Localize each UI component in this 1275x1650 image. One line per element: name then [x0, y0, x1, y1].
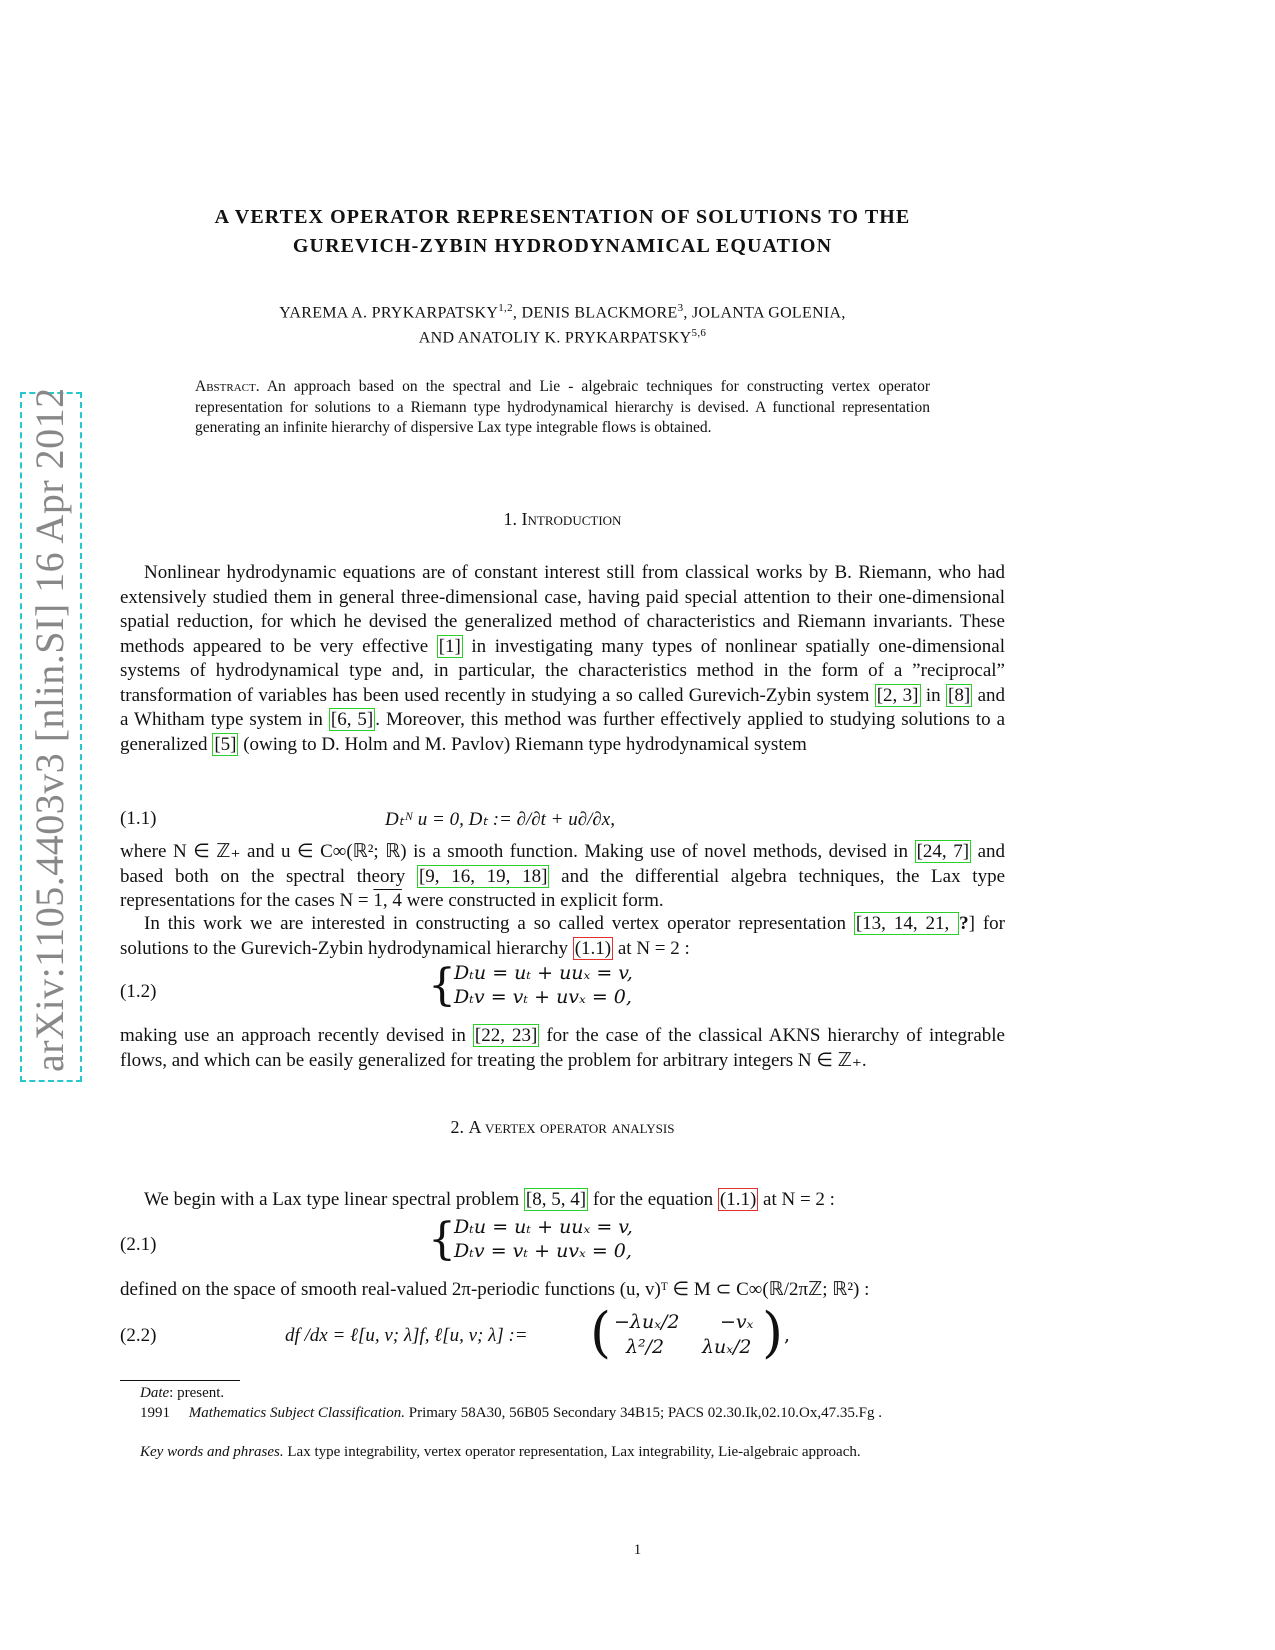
- equation-line: Dₜv = vₜ + uvₓ = 0,: [454, 1240, 632, 1262]
- footnote-keywords: Key words and phrases. Lax type integrability, vertex operator representation, Lax integrability, Lie-algebraic approach.: [140, 1444, 861, 1460]
- equation-line: Dₜu = uₜ + uuₓ = v,: [454, 1216, 633, 1238]
- equation-number: (1.1): [120, 808, 157, 829]
- title-line-2: GUREVICH-ZYBIN HYDRODYNAMICAL EQUATION: [292, 235, 833, 257]
- equation-link[interactable]: (1.1): [574, 937, 612, 959]
- arxiv-stamp: arXiv:1105.4403v3 [nlin.SI] 16 Apr 2012: [27, 387, 72, 1072]
- authors: [120, 298, 1005, 349]
- citation-link[interactable]: [8]: [948, 684, 971, 706]
- matrix-l: ( −λuₓ/2 −vₓ λ²/2 λuₓ/2 ) ,: [590, 1301, 791, 1364]
- abstract-label: Abstract.: [195, 378, 260, 395]
- equation-number: (1.2): [120, 981, 157, 1002]
- page-number: 1: [633, 1542, 642, 1558]
- citation-link[interactable]: [24, 7]: [916, 841, 970, 862]
- equation-line: Dₜu = uₜ + uuₓ = v,: [454, 962, 633, 984]
- intro-paragraph-4: making use an approach recently devised in [22, 23] for the case of the classical AKNS hierarchy of integrable flows, and which can be easily generalized for treating the problem for arbitrary integers N ∈ ℤ₊.: [120, 1025, 1005, 1071]
- citation-link[interactable]: [8, 5, 4]: [525, 1189, 587, 1210]
- authors-line-1: YAREMA A. PRYKARPATSKY$^{1,2}$, DENIS BLACKMORE$^3$, JOLANTA GOLENIA,: [279, 302, 846, 322]
- sec2-paragraph-2: defined on the space of smooth real-valued 2π-periodic functions (u, v)ᵀ ∈ M ⊂ C∞(ℝ/2πℤ; ℝ²) :: [120, 1279, 870, 1300]
- sec2-paragraph-1: We begin with a Lax type linear spectral problem [8, 5, 4] for the equation (1.1) at N = 2 :: [144, 1189, 835, 1210]
- section-1-heading: 1. Introduction: [503, 509, 622, 529]
- intro-paragraph-2: where N ∈ ℤ₊ and u ∈ C∞(ℝ²; ℝ) is a smooth function. Making use of novel methods, devised in [24, 7] and based both on the spectral theory [9, 16, 19, 18] and the differential algebra techniques, the Lax type representations for the cases N = 1, 4 were constructed in explicit form.: [120, 841, 1006, 911]
- citation-link[interactable]: [6, 5]: [330, 709, 374, 730]
- equation-number: (2.1): [120, 1234, 157, 1255]
- section-2-heading: 2. A vertex operator analysis: [450, 1117, 675, 1137]
- equation-number: (2.2): [120, 1325, 157, 1346]
- intro-paragraph-3: In this work we are interested in constructing a so called vertex operator representation [13, 14, 21, ?] for solutions to the Gurevich-Zybin hydrodynamical hierarchy (1.1) at N = 2 :: [120, 913, 1006, 959]
- abstract-text: An approach based on the spectral and Lie - algebraic techniques for constructing vertex operator representation for solutions to a Riemann type hydrodynamical hierarchy is devised. A functional representation generating an infinite hierarchy of dispersive Lax type integrable flows is obtained.: [195, 378, 930, 436]
- matrix-entry: λuₓ/2: [702, 1336, 752, 1358]
- citation-link[interactable]: [13, 14, 21,: [855, 913, 958, 934]
- paper-title: [120, 203, 1005, 261]
- equation-body: df /dx = ℓ[u, v; λ]f, ℓ[u, v; λ] :=: [285, 1325, 528, 1346]
- footnote-msc: 1991 Mathematics Subject Classification. Primary 58A30, 56B05 Secondary 34B15; PACS 02.30.Ik,02.10.Ox,47.35.Fg .: [140, 1405, 882, 1421]
- abstract: [195, 377, 930, 439]
- matrix-entry: −λuₓ/2: [614, 1311, 680, 1333]
- matrix-entry: λ²/2: [626, 1336, 665, 1358]
- equation-line: Dₜv = vₜ + uvₓ = 0,: [454, 986, 632, 1008]
- matrix-entry: −vₓ: [720, 1311, 754, 1333]
- intro-paragraph-1: Nonlinear hydrodynamic equations are of constant interest still from classical works by B. Riemann, who had extensively studied them in general three-dimensional case, having paid special attention to their one-dimensional spatial reduction, for which he devised the generalized method of characteristics and Riemann invariants. These methods appeared to be very effective [1] in investigating many types of nonlinear spatially one-dimensional systems of hydrodynamical type and, in particular, the characteristics method in the form of a ”reciprocal” transformation of variables has been used recently in studying a so called Gurevich-Zybin system [2, 3] in [8] and a Whitham type system in [6, 5] . Moreover, this method was further effectively applied to studying solutions to a generalized [5] (owing to D. Holm and M. Pavlov) Riemann type hydrodynamical system: [120, 562, 1006, 755]
- citation-link[interactable]: [2, 3]: [876, 684, 919, 706]
- citation-link[interactable]: [9, 16, 19, 18]: [418, 865, 548, 887]
- citation-link[interactable]: [5]: [214, 733, 237, 755]
- authors-line-2: AND ANATOLIY K. PRYKARPATSKY$^{5,6}$: [418, 327, 707, 347]
- equation-2-1-system: { Dₜu = uₜ + uuₓ = v, Dₜv = vₜ + uvₓ = 0,: [428, 1214, 633, 1265]
- citation-link[interactable]: [22, 23]: [474, 1025, 538, 1046]
- equation-link[interactable]: (1.1): [719, 1189, 757, 1210]
- title-line-1: A VERTEX OPERATOR REPRESENTATION OF SOLUTIONS TO THE: [214, 206, 911, 228]
- equation-body: Dₜᴺ u = 0, Dₜ := ∂/∂t + u∂/∂x,: [385, 809, 615, 830]
- equation-1-2-system: { Dₜu = uₜ + uuₓ = v, Dₜv = vₜ + uvₓ = 0,: [428, 960, 633, 1011]
- footnote-date: Date: present.: [140, 1385, 225, 1401]
- footnote-rule: [120, 1380, 240, 1381]
- citation-link[interactable]: [1]: [438, 635, 461, 657]
